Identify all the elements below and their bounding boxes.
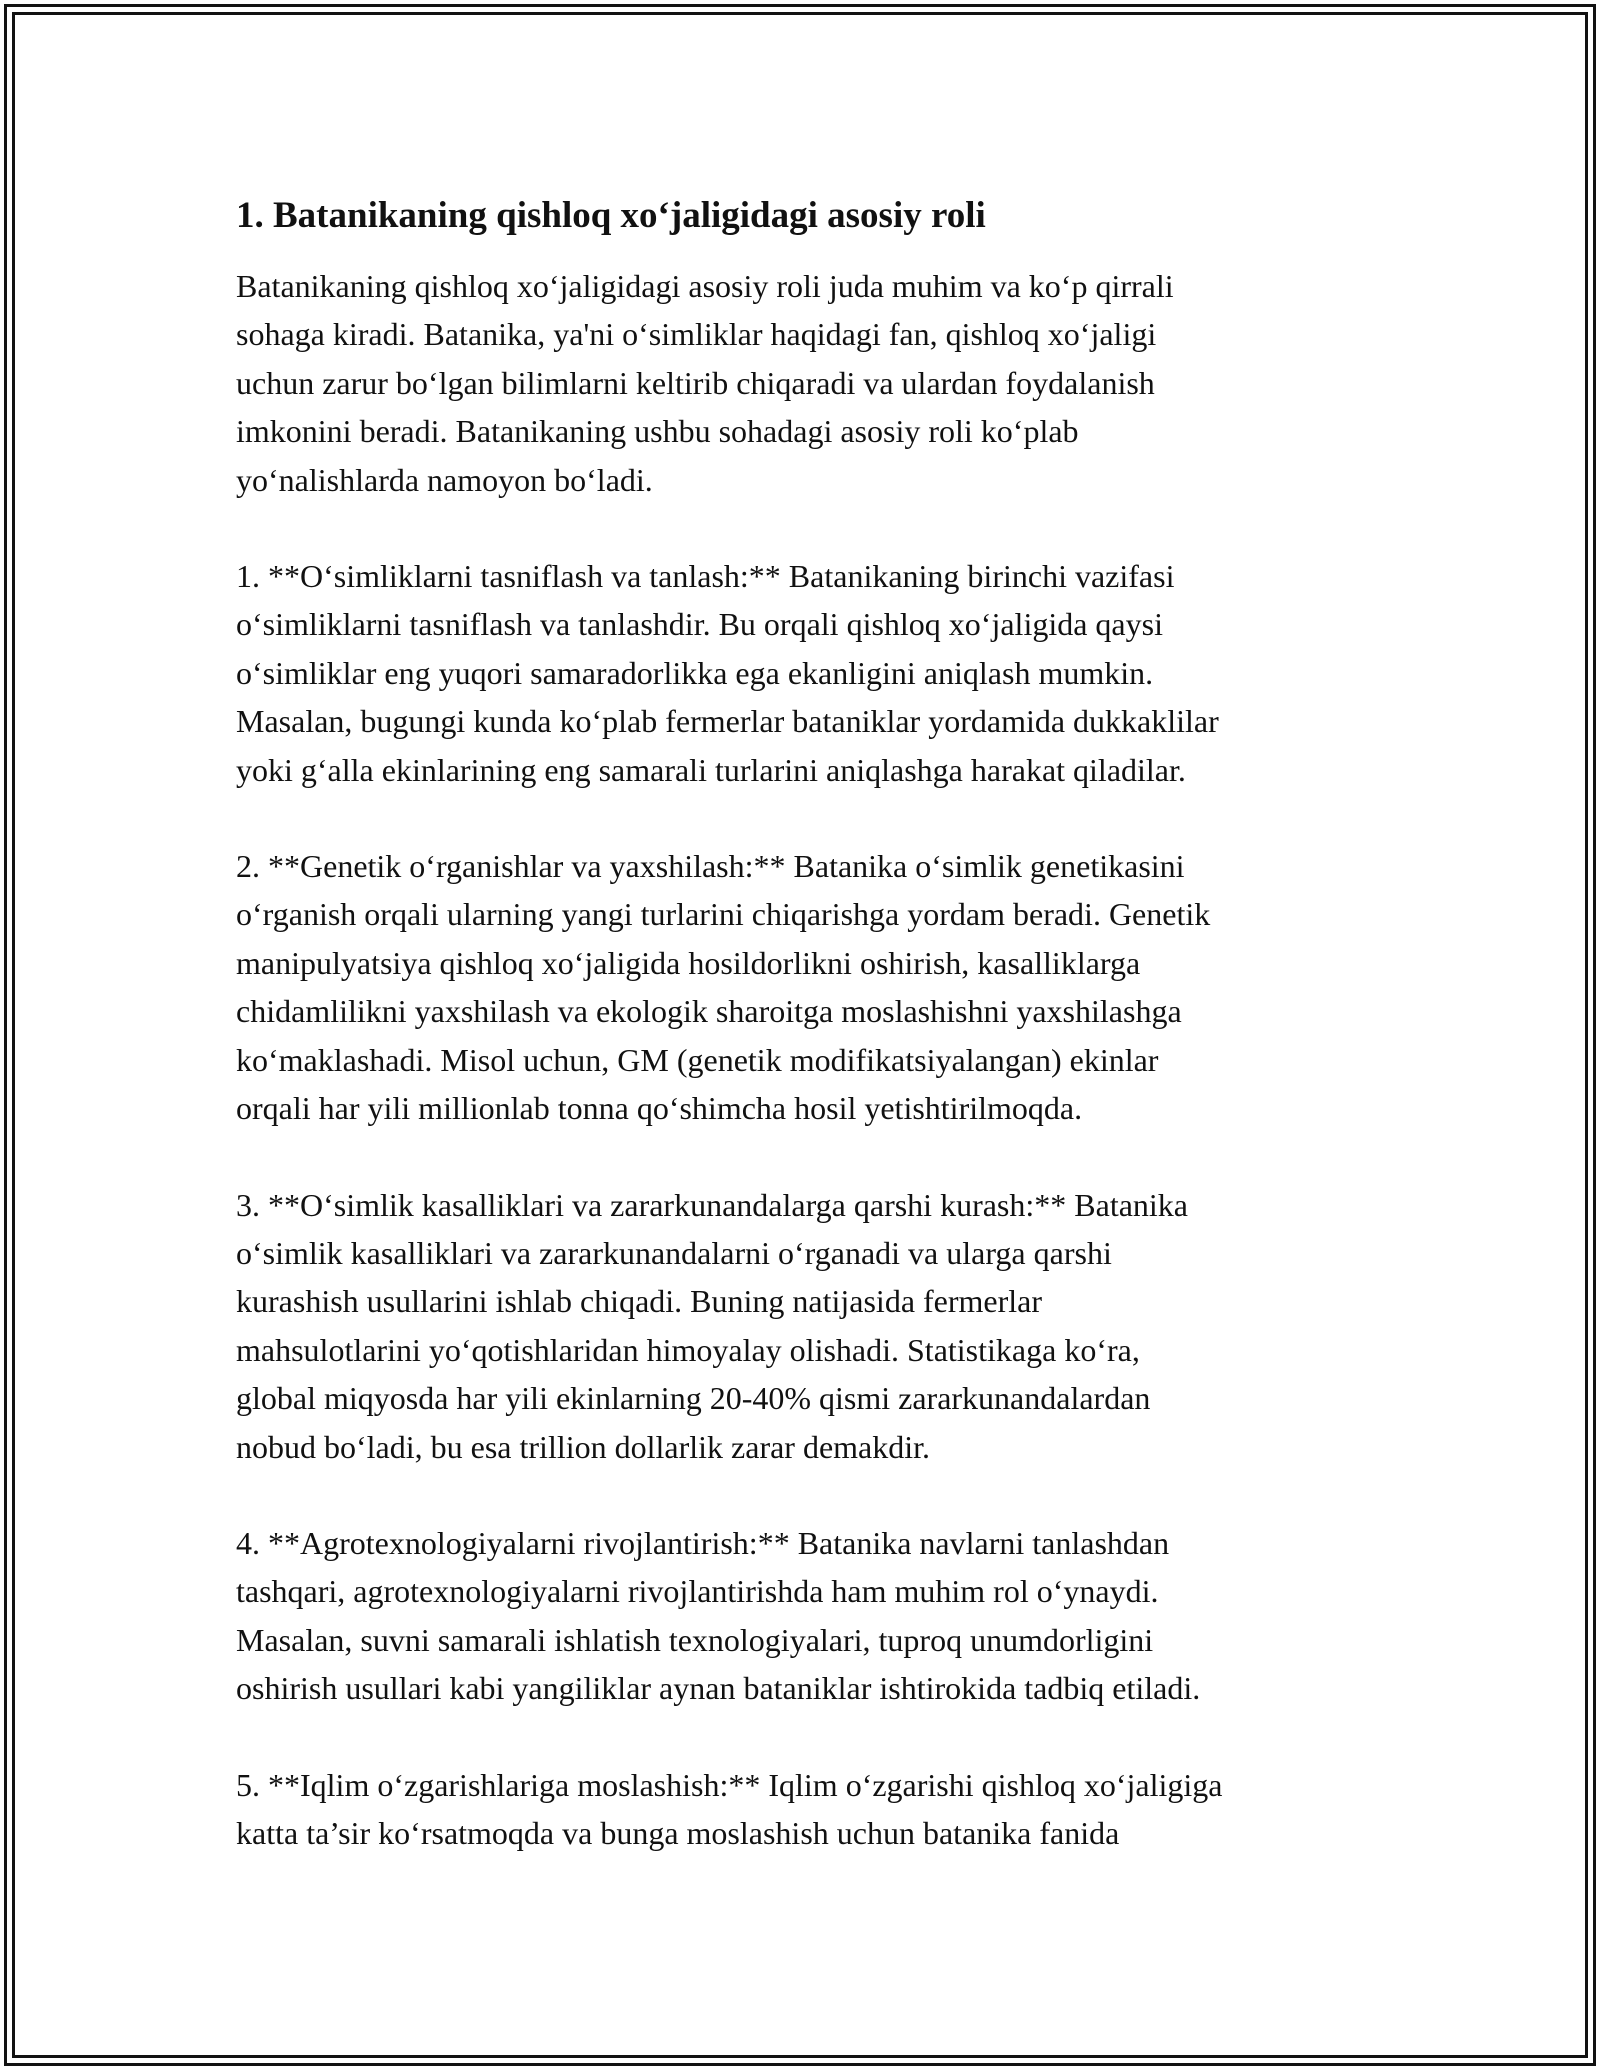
text-line: o‘simliklarni tasniflash va tanlashdir. Bu orqali qishloq xo‘jaligida qaysi (236, 606, 1163, 643)
text-line: katta ta’sir ko‘rsatmoqda va bunga moslashish uchun batanika fanida (236, 1814, 1120, 1851)
list-item-2-paragraph (236, 842, 1386, 1132)
list-item-3-paragraph (236, 1181, 1386, 1471)
text-line: Masalan, suvni samarali ishlatish texnologiyalari, tuproq unumdorligini (236, 1621, 1154, 1658)
text-line: tashqari, agrotexnologiyalarni rivojlantirishda ham muhim rol o‘ynaydi. (236, 1573, 1159, 1610)
text-line: imkonini beradi. Batanikaning ushbu sohadagi asosiy roli ko‘plab (236, 413, 1079, 450)
text-line: oshirish usullari kabi yangiliklar aynan bataniklar ishtirokida tadbiq etiladi. (236, 1670, 1201, 1707)
text-line: o‘simlik kasalliklari va zararkunandalarni o‘rganadi va ularga qarshi (236, 1234, 1112, 1271)
text-line: Batanikaning qishloq xo‘jaligidagi asosiy roli juda muhim va ko‘p qirrali (236, 268, 1174, 304)
text-line: manipulyatsiya qishloq xo‘jaligida hosildorlikni oshirish, kasalliklarga (236, 944, 1141, 981)
list-item-5-paragraph (236, 1761, 1386, 1858)
paragraph-list (236, 262, 1386, 1857)
document-body (236, 190, 1386, 1857)
list-item-4-paragraph (236, 1519, 1386, 1713)
section-heading: 1. Batanikaning qishloq xo‘jaligidagi asosiy roli (236, 195, 986, 236)
text-line: 2. **Genetik o‘rganishlar va yaxshilash:** Batanika o‘simlik genetikasini (236, 848, 1185, 885)
text-line: 1. **O‘simliklarni tasniflash va tanlash:** Batanikaning birinchi vazifasi (236, 558, 1175, 595)
text-line: ko‘maklashadi. Misol uchun, GM (genetik modifikatsiyalangan) ekinlar (236, 1041, 1159, 1078)
text-line: kurashish usullarini ishlab chiqadi. Buning natijasida fermerlar (236, 1283, 1043, 1320)
text-line: mahsulotlarini yo‘qotishlaridan himoyalay olishadi. Statistikaga ko‘ra, (236, 1331, 1140, 1368)
text-line: orqali har yili millionlab tonna qo‘shimcha hosil yetishtirilmoqda. (236, 1090, 1083, 1127)
text-line: o‘rganish orqali ularning yangi turlarini chiqarishga yordam beradi. Genetik (236, 896, 1211, 933)
text-line: 3. **O‘simlik kasalliklari va zararkunandalarga qarshi kurash:** Batanika (236, 1186, 1188, 1223)
text-line: 5. **Iqlim o‘zgarishlariga moslashish:** Iqlim o‘zgarishi qishloq xo‘jaligiga (236, 1766, 1223, 1803)
text-line: chidamlilikni yaxshilash va ekologik sharoitga moslashishni yaxshilashga (236, 993, 1182, 1030)
text-line: yo‘nalishlarda namoyon bo‘ladi. (236, 461, 653, 498)
text-line: o‘simliklar eng yuqori samaradorlikka ega ekanligini aniqlash mumkin. (236, 654, 1154, 691)
text-line: Masalan, bugungi kunda ko‘plab fermerlar bataniklar yordamida dukkaklilar (236, 703, 1219, 740)
text-line: global miqyosda har yili ekinlarning 20-40% qismi zararkunandalardan (236, 1380, 1151, 1417)
text-line: uchun zarur bo‘lgan bilimlarni keltirib chiqaradi va ulardan foydalanish (236, 364, 1155, 401)
intro-paragraph (236, 262, 1386, 504)
text-line: sohaga kiradi. Batanika, ya'ni o‘simliklar haqidagi fan, qishloq xo‘jaligi (236, 316, 1157, 353)
text-line: yoki g‘alla ekinlarining eng samarali turlarini aniqlashga harakat qiladilar. (236, 751, 1186, 788)
text-line: 4. **Agrotexnologiyalarni rivojlantirish:** Batanika navlarni tanlashdan (236, 1524, 1170, 1561)
text-line: nobud bo‘ladi, bu esa trillion dollarlik zarar demakdir. (236, 1428, 931, 1465)
list-item-1-paragraph (236, 552, 1386, 794)
